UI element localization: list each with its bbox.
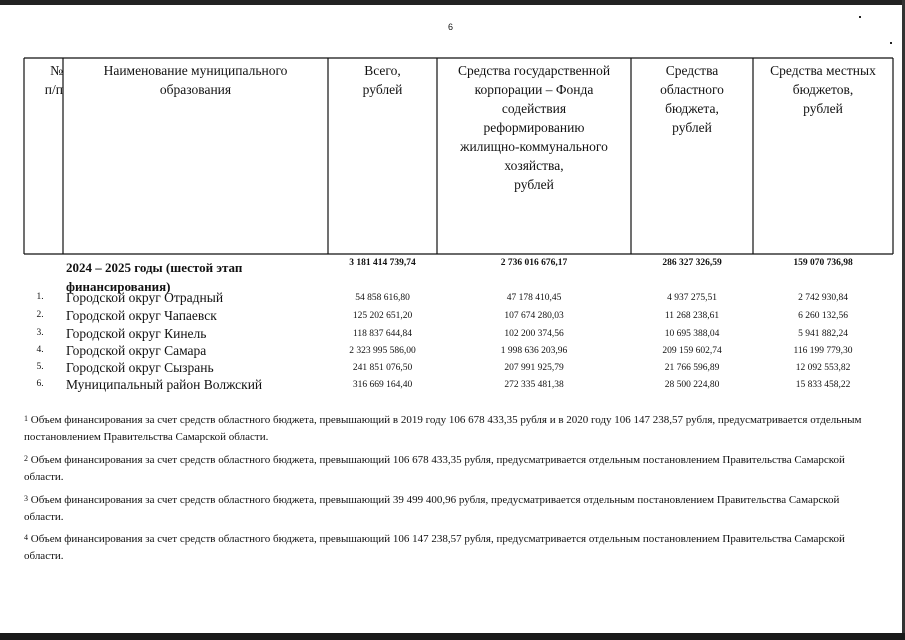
header-regional-line: Средства	[665, 63, 719, 78]
row-fund: 107 674 280,03	[504, 311, 564, 321]
row-name: Городской округ Самара	[66, 343, 207, 358]
stage-label-line: 2024 – 2025 годы (шестой этап	[66, 260, 243, 275]
row-num: 5.	[36, 362, 44, 372]
footnote-mark: 2	[24, 454, 28, 463]
header-name	[63, 61, 328, 99]
row-regional: 4 937 275,51	[667, 293, 717, 303]
row-fund: 47 178 410,45	[506, 293, 562, 303]
header-num	[24, 61, 63, 99]
row-name: Городской округ Чапаевск	[66, 308, 217, 323]
row-total: 125 202 651,20	[352, 311, 413, 321]
header-total	[328, 61, 437, 99]
row-regional: 11 268 238,61	[664, 311, 720, 321]
header-fund-line: жилищно-коммунального	[460, 139, 608, 154]
stage-total: 3 181 414 739,74	[349, 258, 416, 268]
footnote-mark: 1	[24, 414, 28, 423]
header-fund-line: хозяйства,	[504, 158, 564, 173]
scan-bottom-edge	[0, 633, 905, 640]
row-name: Городской округ Отрадный	[66, 290, 224, 305]
footnote-mark: 4	[24, 533, 28, 542]
header-fund-line: реформированию	[483, 120, 585, 135]
header-local-line: Средства местных	[770, 63, 876, 78]
footnote-mark: 3	[24, 494, 28, 503]
header-local-line: бюджетов,	[792, 82, 854, 97]
footnote	[24, 492, 879, 526]
header-regional-line: рублей	[672, 120, 712, 135]
header-fund-line: рублей	[514, 177, 554, 192]
header-num-line: №	[50, 63, 63, 78]
header-fund-line: Средства государственной	[457, 63, 611, 78]
footnote-text: Объем финансирования за счет средств областного бюджета, превышающий 106 678 433,35 рубля, предусматривается отдельным постановлением Правительства Самарской области.	[24, 454, 845, 483]
row-total: 118 837 644,84	[352, 329, 413, 339]
footnote	[24, 531, 879, 565]
row-total: 316 669 164,40	[352, 380, 413, 390]
row-fund: 207 991 925,79	[504, 363, 564, 373]
row-local: 6 260 132,56	[798, 311, 848, 321]
row-local: 2 742 930,84	[798, 293, 848, 303]
row-regional: 28 500 224,80	[664, 380, 720, 390]
scan-speck	[859, 16, 861, 18]
stage-label-line: финансирования)	[66, 279, 171, 294]
row-regional: 209 159 602,74	[662, 346, 722, 356]
row-name: Городской округ Кинель	[66, 326, 207, 341]
header-total-line: Всего,	[364, 63, 401, 78]
footnote-text: Объем финансирования за счет средств областного бюджета, превышающий 39 499 400,96 рубля, предусматривается отдельным постановлением Правительства Самарской области.	[24, 494, 840, 523]
row-name: Муниципальный район Волжский	[66, 377, 263, 392]
header-regional	[631, 61, 753, 137]
footnote	[24, 412, 879, 446]
row-num: 6.	[36, 379, 44, 389]
page-number: 6	[448, 22, 454, 32]
header-regional-line: областного	[660, 82, 724, 97]
row-fund: 272 335 481,38	[504, 380, 564, 390]
header-fund	[437, 61, 631, 194]
row-local: 15 833 458,22	[795, 380, 851, 390]
scan-speck	[890, 42, 892, 44]
header-name-line: Наименование муниципального	[103, 63, 288, 78]
stage-regional: 286 327 326,59	[662, 258, 722, 268]
stage-fund: 2 736 016 676,17	[500, 258, 568, 268]
row-fund: 102 200 374,56	[504, 329, 564, 339]
stage-local: 159 070 736,98	[793, 258, 853, 268]
row-local: 116 199 779,30	[793, 346, 853, 356]
row-num: 4.	[36, 345, 44, 355]
row-regional: 10 695 388,04	[664, 329, 720, 339]
footnote	[24, 452, 879, 486]
row-total: 241 851 076,50	[352, 363, 413, 373]
scan-top-edge	[0, 0, 905, 5]
header-total-line: рублей	[362, 82, 403, 97]
row-local: 5 941 882,24	[798, 329, 848, 339]
header-regional-line: бюджета,	[665, 101, 719, 116]
row-total: 54 858 616,80	[355, 293, 410, 303]
row-local: 12 092 553,82	[795, 363, 851, 373]
row-name: Городской округ Сызрань	[66, 360, 214, 375]
row-total: 2 323 995 586,00	[349, 346, 416, 356]
header-fund-line: содействия	[501, 101, 567, 116]
row-regional: 21 766 596,89	[664, 363, 720, 373]
row-fund: 1 998 636 203,96	[500, 346, 568, 356]
header-name-line: образования	[159, 82, 232, 97]
footnote-text: Объем финансирования за счет средств областного бюджета, превышающий в 2019 году 106 678 433,35 рубля и в 2020 году 106 147 238,57 рубля, предусматривается отдельным постановлением Правительства Самарской области.	[24, 414, 862, 443]
row-num: 2.	[36, 310, 44, 320]
header-local	[753, 61, 893, 118]
row-num: 1.	[36, 292, 44, 302]
header-fund-line: корпорации – Фонда	[474, 82, 594, 97]
footnote-text: Объем финансирования за счет средств областного бюджета, превышающий 106 147 238,57 рубля, предусматривается отдельным постановлением Правительства Самарской области.	[24, 533, 845, 562]
row-num: 3.	[36, 328, 44, 338]
header-num-line: п/п	[44, 82, 63, 97]
header-local-line: рублей	[803, 101, 843, 116]
